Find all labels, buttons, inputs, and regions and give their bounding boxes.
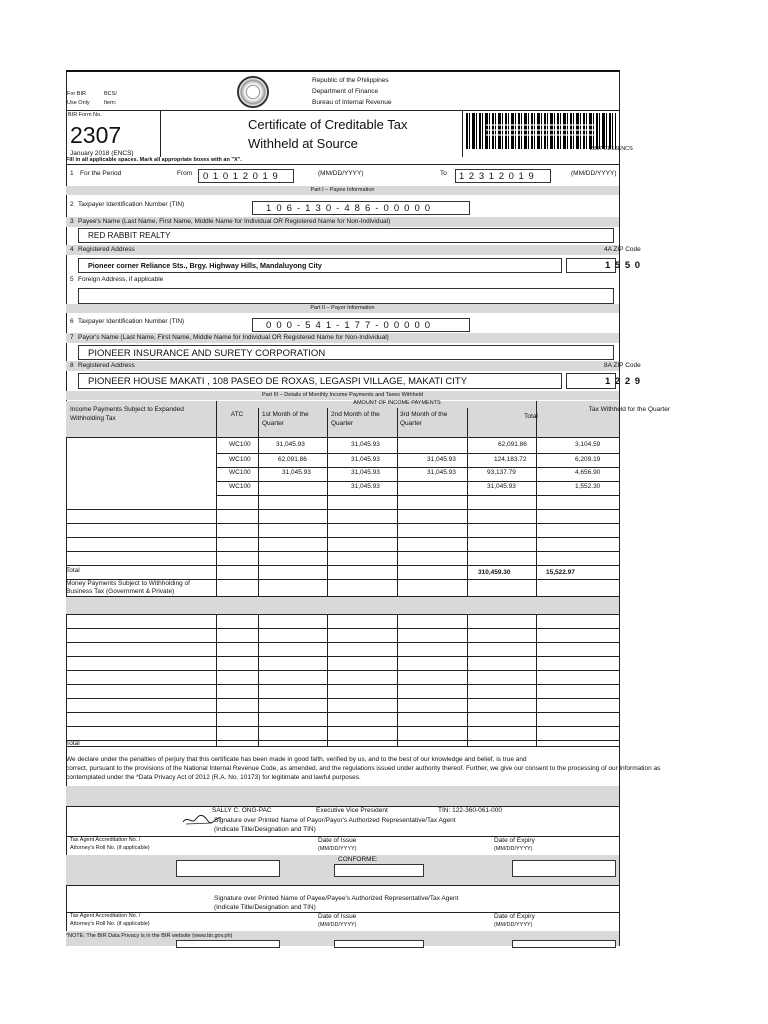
payee-zip-label: 4A ZIP Code — [604, 246, 641, 253]
payor-zip-label: 8A ZIP Code — [604, 362, 641, 369]
conforme-label: CONFORME: — [338, 856, 378, 863]
row4-atc: WC100 — [229, 483, 251, 490]
instructions-divider — [66, 164, 619, 165]
payee-issue-label: Date of Issue — [318, 913, 357, 920]
row1-m2: 31,045.93 — [351, 441, 380, 448]
payor-signature-caption2: (Indicate Title/Designation and TIN) — [214, 826, 316, 833]
to-label: To — [440, 170, 447, 177]
payor-signature-caption: Signature over Printed Name of Payor/Payor's Authorized Representative/Tax Agent — [214, 817, 456, 824]
payor-signatory-name: SALLY C. ONG-PAC — [212, 807, 272, 814]
instructions-text: Fill in all applicable spaces. Mark all appropriate boxes with an "X". — [66, 157, 242, 163]
col-total-header: Total — [524, 413, 538, 420]
payee-signature-caption: Signature over Printed Name of Payee/Payee's Authorized Representative/Tax Agent — [214, 895, 459, 902]
row1-atc: WC100 — [229, 441, 251, 448]
to-date-value: 1 2 3 1 2 0 1 9 — [459, 171, 535, 182]
row4-total: 31,045.93 — [487, 483, 516, 490]
col-m1-header: 1st Month of the Quarter — [262, 411, 309, 427]
col-income-header: Income Payments Subject to Expanded Withholding Tax — [70, 406, 184, 422]
payor-issue-format: (MM/DD/YYYY) — [318, 846, 357, 852]
payor-address-num: 8 — [70, 362, 74, 369]
row-divider — [66, 551, 619, 552]
for-bir-label: For BIR — [67, 91, 86, 97]
payee-block-top — [66, 885, 619, 886]
form-top-border — [66, 70, 619, 72]
payor-issue-date-field[interactable] — [334, 864, 424, 877]
form-title-line2: Withheld at Source — [248, 136, 358, 151]
payee-address-label-bg — [66, 245, 619, 255]
period-num: 1 — [70, 170, 74, 177]
amount-header: AMOUNT OF INCOME PAYMENTS — [353, 400, 441, 406]
payor-name-num: 7 — [70, 334, 74, 341]
col-sep-m3 — [397, 408, 398, 746]
payor-expiry-format: (MM/DD/YYYY) — [494, 846, 533, 852]
total2-row-bottom — [66, 746, 619, 747]
row-divider — [216, 453, 619, 454]
use-only-label: Use Only — [67, 100, 90, 106]
part2-title: Part II – Payor Information — [310, 305, 375, 311]
header-divider — [66, 110, 619, 111]
payee-expiry-label: Date of Expiry — [494, 913, 535, 920]
row-divider — [216, 495, 619, 496]
bcs-label: BCS/ — [104, 91, 117, 97]
row4-tax: 1,552.30 — [575, 483, 601, 490]
payee-accred-label1: Tax Agent Accreditation No. / — [70, 913, 141, 919]
row3-tax: 4,656.90 — [575, 469, 601, 476]
payor-tin-value: 0 0 0 - 5 4 1 - 1 7 7 - 0 0 0 0 0 — [266, 320, 432, 331]
payor-tin-label: Taxpayer Identification Number (TIN) — [78, 318, 185, 325]
payee-name-label: Payee's Name (Last Name, First Name, Middle Name for Individual OR Registered Name for Non-Individual) — [78, 218, 391, 225]
payor-accred-field[interactable] — [176, 860, 280, 877]
row-divider — [66, 628, 619, 629]
header-vdivider-2 — [462, 110, 463, 157]
payor-signatory-title: Executive Vice President — [316, 807, 388, 814]
payee-address-value: Pioneer corner Reliance Sts., Brgy. Highway Hills, Mandaluyong City — [88, 261, 322, 270]
total-label: Total — [66, 567, 80, 574]
payee-tin-label: Taxpayer Identification Number (TIN) — [78, 201, 185, 208]
row-divider — [66, 712, 619, 713]
col-atc-header: ATC — [230, 411, 244, 418]
from-label: From — [177, 170, 193, 177]
to-date-format: (MM/DD/YYYY) — [571, 170, 617, 177]
col-sep-m1 — [258, 408, 259, 746]
payee-name-value: RED RABBIT REALTY — [88, 231, 171, 240]
foreign-address-num: 5 — [70, 276, 74, 283]
grand-tax-value: 15,522.97 — [546, 569, 575, 576]
from-date-value: 0 1 0 1 2 0 1 9 — [203, 171, 279, 182]
payor-address-label-bg — [66, 361, 619, 371]
col-m2-header: 2nd Month of the Quarter — [331, 411, 380, 427]
footer-note: *NOTE: The BIR Data Privacy is in the BIR website (www.bir.gov.ph) — [66, 933, 233, 939]
row4-m2: 31,045.93 — [351, 483, 380, 490]
row-divider — [66, 596, 619, 597]
form-date: January 2018 (ENCS) — [70, 150, 134, 157]
total2-label: Total — [66, 740, 80, 747]
payee-accred-field[interactable] — [176, 940, 280, 948]
form-title-line1: Certificate of Creditable Tax — [248, 117, 408, 132]
payor-signatory-tin: TIN: 122-360-061-000 — [438, 807, 502, 814]
declaration-line1: We declare under the penalties of perjury that this certificate has been made in good faith, verified by us, and to the best of our knowledge and belief, is true and — [66, 756, 527, 763]
from-date-format: (MM/DD/YYYY) — [318, 170, 364, 177]
bureau-text: Bureau of Internal Revenue — [312, 99, 392, 106]
row3-atc: WC100 — [229, 469, 251, 476]
row1-tax: 3,104.59 — [575, 441, 601, 448]
period-label: For the Period — [80, 170, 122, 177]
republic-text: Republic of the Philippines — [312, 77, 389, 84]
row-divider — [66, 537, 619, 538]
row2-atc: WC100 — [229, 456, 251, 463]
row-divider — [216, 467, 619, 468]
header-vdivider-1 — [160, 110, 161, 157]
department-text: Department of Finance — [312, 88, 379, 95]
row-divider — [66, 509, 619, 510]
payor-expiry-date-field[interactable] — [512, 860, 616, 877]
row-divider — [66, 698, 619, 699]
col-tax-header: Tax Withheld for the Quarter — [588, 406, 670, 413]
row2-m3: 31,045.93 — [427, 456, 456, 463]
payor-address-value: PIONEER HOUSE MAKATI , 108 PASEO DE ROXAS, LEGASPI VILLAGE, MAKATI CITY — [88, 376, 468, 387]
row2-tax: 6,209.19 — [575, 456, 601, 463]
payor-name-value: PIONEER INSURANCE AND SURETY CORPORATION — [88, 348, 326, 359]
payee-address-label: Registered Address — [78, 246, 135, 253]
payor-signature-shade — [66, 786, 619, 806]
form-right-border — [619, 70, 620, 946]
row-divider — [66, 614, 619, 615]
payor-accred-label1: Tax Agent Accreditation No. / — [70, 837, 141, 843]
foreign-address-field[interactable] — [78, 288, 614, 304]
payee-tin-value: 1 0 6 - 1 3 0 - 4 8 6 - 0 0 0 0 0 — [266, 203, 432, 214]
row2-m1: 62,091.86 — [278, 456, 307, 463]
row2-total: 124,183.72 — [494, 456, 527, 463]
col-m3-header: 3rd Month of the Quarter — [400, 411, 448, 427]
declaration-line2: correct, pursuant to the provisions of the National Internal Revenue Code, as amended, and the regulations issued under authority thereof. Further, we give our consent to the processing of our information as — [66, 765, 661, 772]
row-divider — [66, 565, 619, 566]
payee-expiry-format: (MM/DD/YYYY) — [494, 922, 533, 928]
form-no-label: BIR Form No. — [68, 112, 102, 118]
form-number: 2307 — [70, 122, 122, 148]
payee-name-num: 3 — [70, 218, 74, 225]
payor-issue-label: Date of Issue — [318, 837, 357, 844]
payor-name-label: Payor's Name (Last Name, First Name, Middle Name for Individual OR Registered Name for Non-Individual) — [78, 334, 389, 341]
row1-m1: 31,045.93 — [276, 441, 305, 448]
payee-signature-caption2: (Indicate Title/Designation and TIN) — [214, 904, 316, 911]
money-payments-label: Money Payments Subject to Withholding of Business Tax (Government & Private) — [66, 580, 190, 595]
payor-expiry-label: Date of Expiry — [494, 837, 535, 844]
row2-m2: 31,045.93 — [351, 456, 380, 463]
barcode-image — [466, 113, 616, 149]
payee-issue-format: (MM/DD/YYYY) — [318, 922, 357, 928]
part1-title: Part I – Payee Information — [310, 187, 375, 193]
grand-total-value: 310,459.30 — [478, 569, 511, 576]
row-divider — [66, 740, 619, 741]
payee-accred-label2: Attorney's Roll No. (if applicable) — [70, 921, 150, 927]
row3-m2: 31,045.93 — [351, 469, 380, 476]
foreign-address-label: Foreign Address, if applicable — [78, 276, 164, 283]
payor-zip-value: 1 2 2 9 — [605, 376, 642, 387]
barcode-code: 2307 01/18ENCS — [590, 146, 633, 152]
row-divider — [66, 642, 619, 643]
payee-address-num: 4 — [70, 246, 74, 253]
payee-zip-value: 1 5 5 0 — [605, 260, 642, 271]
payee-tin-num: 2 — [70, 201, 74, 208]
row1-total: 62,091.86 — [498, 441, 527, 448]
form-left-border — [66, 70, 67, 946]
row-divider — [66, 523, 619, 524]
col-sep-m2 — [327, 408, 328, 746]
part3-title: Part III – Details of Monthly Income Payments and Taxes Withheld — [261, 392, 423, 398]
declaration-line3: contemplated under the *Data Privacy Act of 2012 (R.A. No. 10173) for legitimate and lawful purposes. — [66, 774, 361, 781]
payor-tin-num: 6 — [70, 318, 74, 325]
bir-seal-logo — [237, 76, 269, 108]
row-divider — [66, 684, 619, 685]
row-divider — [66, 670, 619, 671]
payor-address-label: Registered Address — [78, 362, 135, 369]
row3-total: 93,137.79 — [487, 469, 516, 476]
payee-expiry-date-field[interactable] — [512, 940, 616, 948]
money-payments-shade — [66, 596, 619, 614]
row3-m3: 31,045.93 — [427, 469, 456, 476]
row-divider — [66, 726, 619, 727]
item-label: Item: — [104, 100, 117, 106]
row3-m1: 31,045.93 — [282, 469, 311, 476]
row-divider — [66, 656, 619, 657]
payee-issue-date-field[interactable] — [334, 940, 424, 948]
payor-accred-label2: Attorney's Roll No. (if applicable) — [70, 845, 150, 851]
row-divider — [216, 481, 619, 482]
col-sep-total — [467, 408, 468, 746]
